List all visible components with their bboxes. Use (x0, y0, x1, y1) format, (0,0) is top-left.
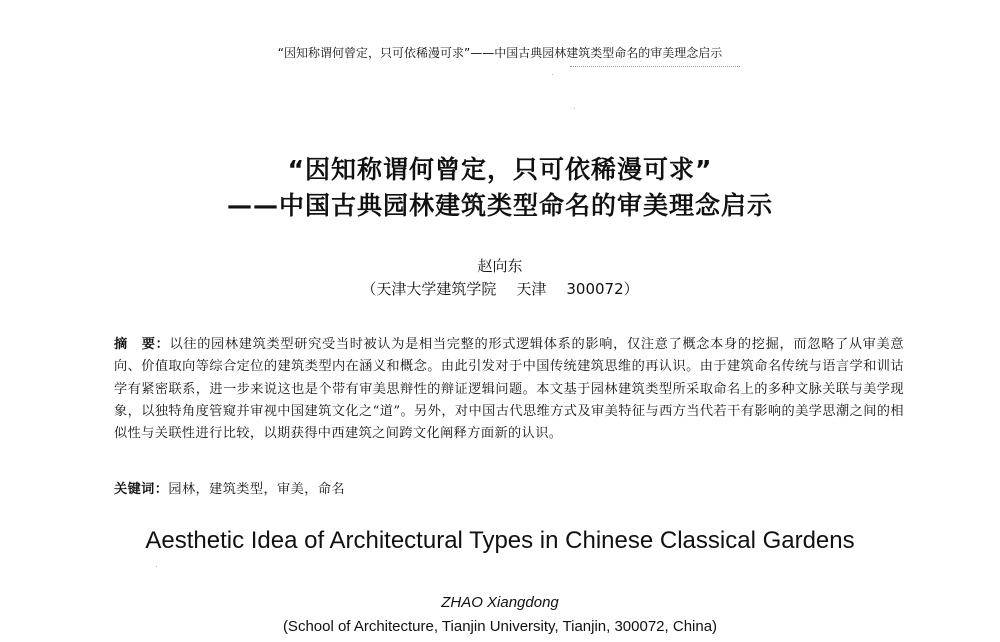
keywords (114, 478, 345, 497)
paper-title-line-2: ——中国古典园林建筑类型命名的审美理念启示 (226, 191, 773, 220)
scan-speck (156, 566, 157, 567)
affiliation-cn-close-paren: ） (623, 280, 639, 298)
paper-title-line-1: “因知称谓何曾定，只可依稀漫可求” (287, 155, 713, 184)
affiliation-cn-postcode: 300072 (566, 280, 624, 298)
paper-title-en: Aesthetic Idea of Architectural Types in Chinese Classical Gardens (145, 527, 855, 554)
scan-speck (552, 74, 553, 75)
author-name-en: ZHAO Xiangdong (441, 594, 559, 611)
affiliation-cn-city: 天津 (516, 280, 547, 298)
abstract-label: 摘 要： (114, 337, 170, 352)
keywords-text: 园林，建筑类型，审美，命名 (168, 482, 345, 497)
header-rule (570, 66, 740, 67)
keywords-label: 关键词： (114, 482, 169, 497)
scan-speck (574, 108, 575, 109)
abstract-text: 以往的园林建筑类型研究受当时被认为是相当完整的形式逻辑体系的影响，仅注意了概念本身的挖掘，而忽略了从审美意向、价值取向等综合定位的建筑类型内在涵义和概念。由此引发对于中国传统建筑思维的再认识。由于建筑命名传统与语言学和训诂学有紧密联系，进一步来说这也是个带有审美思辩性的辩证逻辑问题。本文基于园林建筑类型所采取命名上的多种文脉关联与美学现象，以独特角度管窥并审视中国建筑文化之“道”。另外，对中国古代思维方式及审美特征与西方当代若干有影响的美学思潮之间的相似性与关联性进行比较，以期获得中西建筑之间跨文化阐释方面新的认识。 (114, 337, 904, 442)
abstract (114, 334, 904, 445)
affiliation-cn (0, 278, 1000, 299)
affiliation-en: (School of Architecture, Tianjin University, Tianjin, 300072, China) (282, 618, 718, 635)
running-header: “因知称谓何曾定，只可依稀漫可求”——中国古典园林建筑类型命名的审美理念启示 (277, 46, 723, 60)
affiliation-cn-institution: 天津大学建筑学院 (376, 280, 497, 298)
author-name-cn: 赵向东 (477, 257, 523, 275)
affiliation-cn-open-paren: （ (361, 280, 377, 298)
